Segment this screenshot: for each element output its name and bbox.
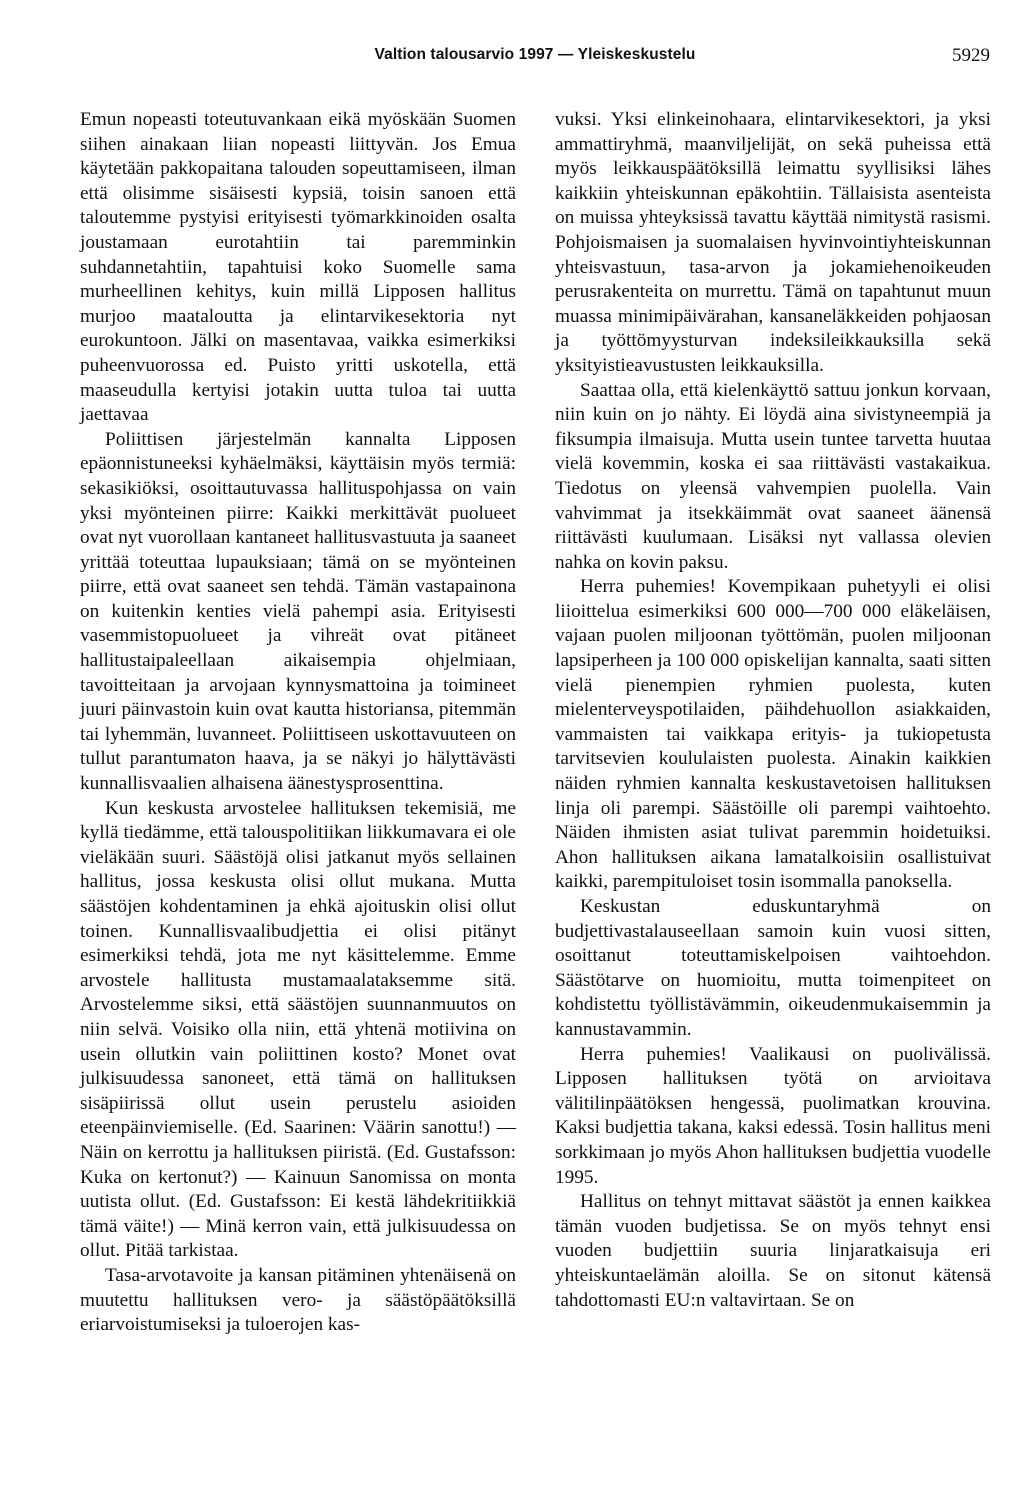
paragraph: Poliittisen järjestelmän kannalta Lipposen epäonnistuneeksi kyhäelmäksi, käyttäisin myös termiä: sekasikiöksi, osoittautuvassa hallituspohjassa on vain yksi myönteinen piirre: Kaikki merkittävät puolueet ovat nyt vuorollaan kantaneet hallitusvastuuta ja saaneet yrittää toteuttaa lupauksiaan; tämä on se myönteinen piirre, että ovat saaneet sen tehdä. Tämän vastapainona on kuitenkin kenties vielä pahempi asia. Erityisesti vasemmistopuolueet ja vihreät ovat pitäneet hallitustaipaleellaan aikaisempia ohjelmiaan, tavoitteitaan ja arvojaan kynnysmattoina ja toimineet juuri päinvastoin kuin ovat kautta historiansa, pitemmän tai lyhemmän, luvanneet. Poliittiseen uskottavuuteen on tullut parantumaton haava, ja se näkyi jo hälyttävästi kunnallisvaalien alhaisena äänestysprosenttina. (80, 428, 516, 795)
page-number: 5929 (952, 45, 990, 66)
paragraph: Herra puhemies! Vaalikausi on puolivälissä. Lipposen hallituksen työtä on arvioitava välitilinpäätöksen hengessä, puolimatkan krouvina. Kaksi budjettia takana, kaksi edessä. Tosin hallitus meni sorkkimaan jo myös Ahon hallituksen budjettia vuodelle 1995. (555, 1043, 991, 1188)
right-column (555, 108, 991, 1313)
running-title: Valtion talousarvio 1997 — Yleiskeskustelu (374, 46, 696, 63)
paragraph: Kun keskusta arvostelee hallituksen tekemisiä, me kyllä tiedämme, että talouspolitiikan liikkumavara ei ole vieläkään suuri. Säästöjä olisi jatkanut myös sellainen hallitus, jossa keskusta olisi ollut mukana. Mutta säästöjen kohdentaminen ja ehkä ajoituskin olisi ollut toinen. Kunnallisvaalibudjettia ei olisi pitänyt esimerkiksi tehdä, jota me nyt käsittelemme. Emme arvostele hallitusta mustamaalataksemme sitä. Arvostelemme siksi, että säästöjen suunnanmuutos on niin selvä. Voisiko olla niin, että yhtenä motiivina on usein ollutkin vain poliittinen kosto? Monet ovat julkisuudessa sanoneet, että tämä on hallituksen sisäpiirissä ollut usein perustelu asioiden eteenpäinviemiselle. (Ed. Saarinen: Väärin sanottu!) — Näin on kerrottu ja hallituksen piiristä. (Ed. Gustafsson: Kuka on kertonut?) — Kainuun Sanomissa on monta uutista ollut. (Ed. Gustafsson: Ei kestä lähdekritiikkiä tämä väite!) — Minä kerron vain, että julkisuudessa on ollut. Pitää tarkistaa. (80, 797, 516, 1262)
page-header (80, 46, 990, 76)
paragraph: Saattaa olla, että kielenkäyttö sattuu jonkun korvaan, niin kuin on jo nähty. Ei löydä aina sivistyneempiä ja fiksumpia ilmaisuja. Mutta usein tuntee tarvetta huutaa vielä kovemmin, koska ei saa riittävästi vastakaikua. Tiedotus on yleensä vahvempien puolella. Vain vahvimmat ja itsekkäimmät ovat saaneet äänensä riittävästi kuulumaan. Lisäksi nyt vallassa olevien nahka on kovin paksu. (555, 379, 991, 573)
paragraph: Hallitus on tehnyt mittavat säästöt ja ennen kaikkea tämän vuoden budjetissa. Se on myös tehnyt ensi vuoden budjettiin suuria linjaratkaisuja eri yhteiskuntaelämän aloilla. Se on sitonut kätensä tahdottomasti EU:n valtavirtaan. Se on (555, 1191, 991, 1311)
paragraph: Tasa-arvotavoite ja kansan pitäminen yhtenäisenä on muutettu hallituksen vero- ja säästöpäätöksillä eriarvoistumiseksi ja tuloerojen kas- (80, 1264, 516, 1336)
paragraph: Emun nopeasti toteutuvankaan eikä myöskään Suomen siihen ainakaan liian nopeasti liittyvän. Jos Emua käytetään pakkopaitana talouden sopeuttamiseen, ilman että olisimme sisäisesti kypsiä, toisin sanoen että taloutemme pystyisi erityisesti työmarkkinoiden osalta joustamaan eurotahtiin tai paremminkin suhdannetahtiin, tapahtuisi koko Suomelle sama murheellinen kehitys, kuin millä Lipposen hallitus murjoo maataloutta ja elintarvikesektoria nyt eurokuntoon. Jälki on masentavaa, vaikka esimerkiksi puheenvuorossa ed. Puisto yritti uskotella, että maaseudulla kertyisi jotakin uutta tuloa tai uutta jaettavaa (80, 109, 516, 426)
paragraph: vuksi. Yksi elinkeinohaara, elintarvikesektori, ja yksi ammattiryhmä, maanviljelijät, on sekä puheissa että myös leikkauspäätöksillä leimattu syyllisiksi lähes kaikkiin yhteiskunnan epäkohtiin. Tällaisista asenteista on muissa yhteyksissä tavattu käyttää nimitystä rasismi. Pohjoismaisen ja suomalaisen hyvinvointiyhteiskunnan yhteisvastuun, tasa-arvon ja jokamiehenoikeuden perusrakenteita on murrettu. Tämä on tapahtunut muun muassa minimipäivärahan, kansaneläkkeiden pohjaosan ja työttömyysturvan indeksileikkauksilla sekä yksityistieavustusten leikkauksilla. (555, 109, 991, 376)
left-column (80, 108, 516, 1338)
paragraph: Herra puhemies! Kovempikaan puhetyyli ei olisi liioittelua esimerkiksi 600 000—700 000 eläkeläisen, vajaan puolen miljoonan työttömän, puolen miljoonan lapsiperheen ja 100 000 opiskelijan kannalta, saati sitten vielä pienempien ryhmien puolesta, kuten mielenterveyspotilaiden, päihdehuollon asiakkaiden, vammaisten tai vaikkapa erityis- ja tukiopetusta tarvitsevien koululaisten puolesta. Ainakin kaikkien näiden ryhmien kannalta keskustavetoisen hallituksen linja oli parempi. Säästöille oli parempi vaihtoehto. Näiden ihmisten asiat tulivat paremmin hoidetuiksi. Ahon hallituksen aikana lamatalkoisiin osallistuivat kaikki, parempituloiset tosin isommalla panoksella. (555, 576, 991, 893)
paragraph: Keskustan eduskuntaryhmä on budjettivastalauseellaan samoin kuin vuosi sitten, osoittanut toteuttamiskelpoisen vaihtoehdon. Säästötarve on huomioitu, mutta toimenpiteet on kohdistettu työllistävämmin, oikeudenmukaisemmin ja kannustavammin. (555, 896, 991, 1040)
